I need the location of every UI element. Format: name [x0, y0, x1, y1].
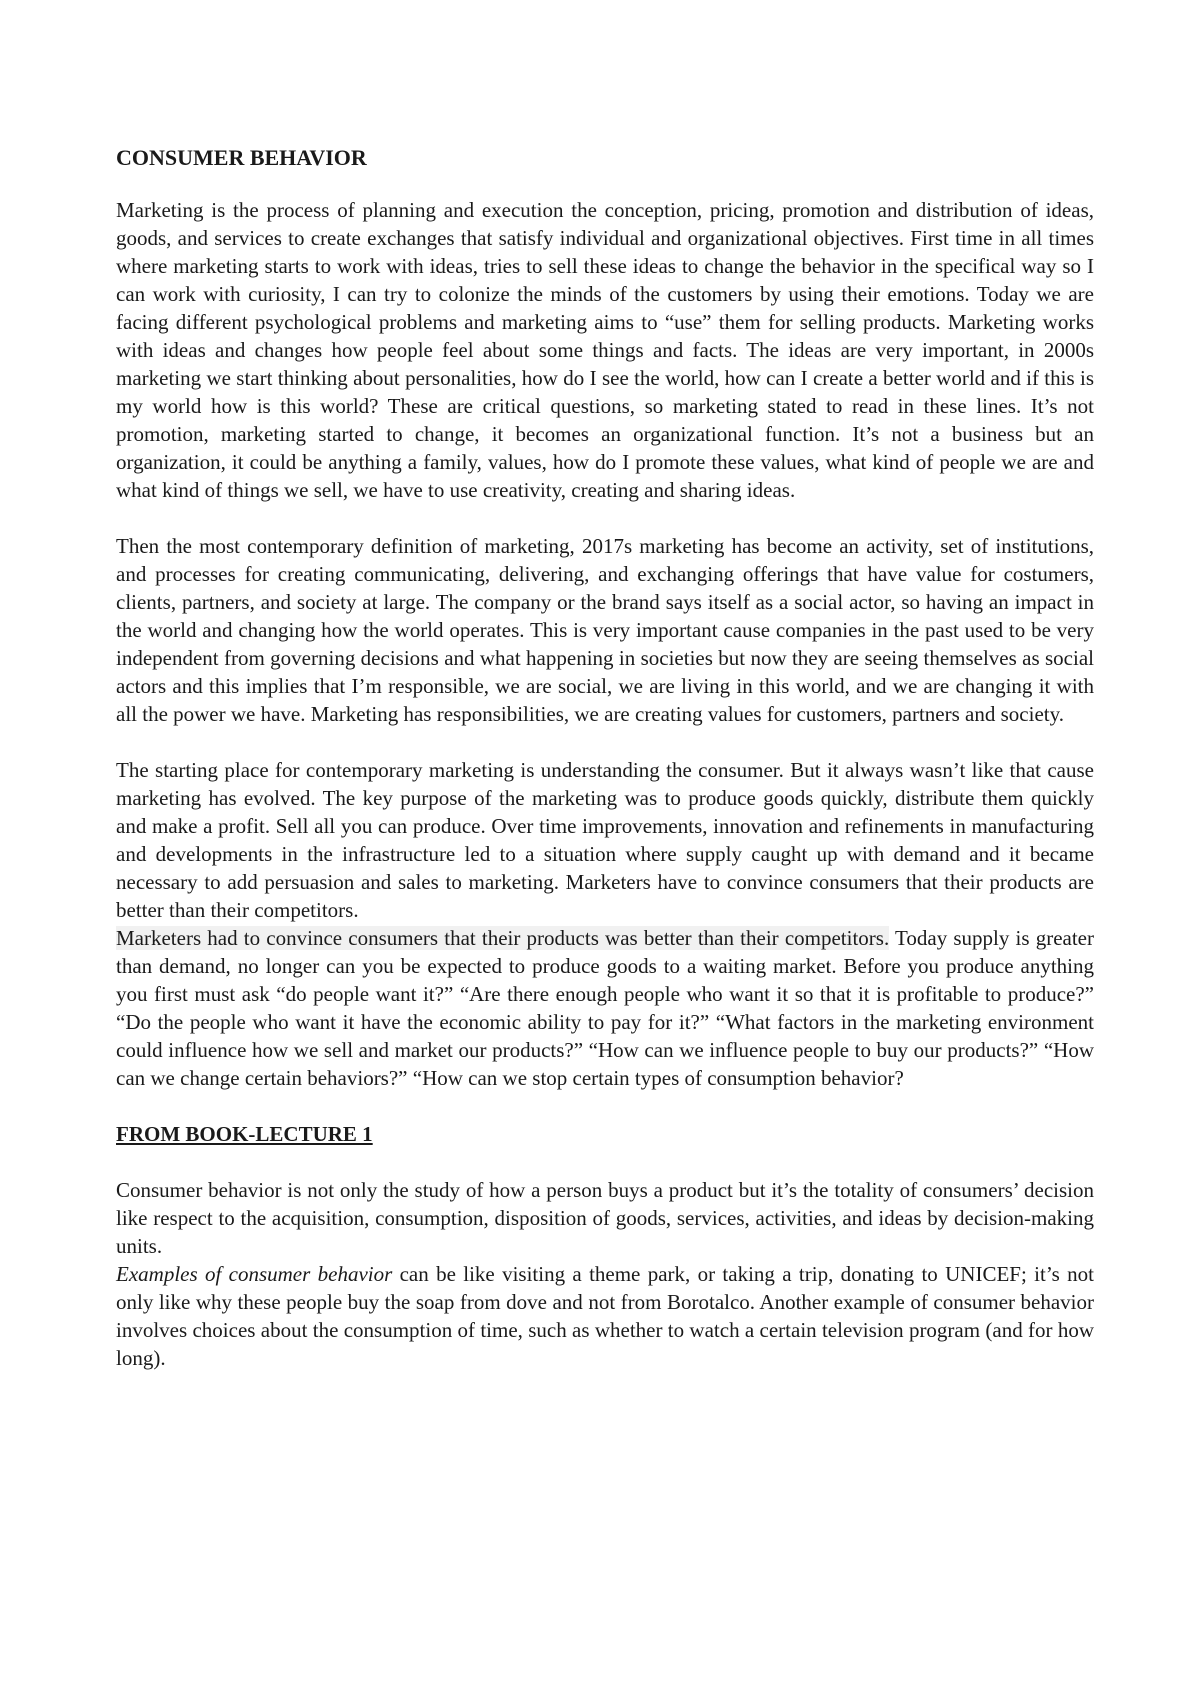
paragraph-consumer-behavior-definition: Consumer behavior is not only the study of how a person buys a product but it’s the totality of consumers’ decision like respect to the acquisition, consumption, disposition of goods, services, activities, and ideas by decision-making units. — [116, 1178, 1094, 1258]
paragraph-marketers-convince — [116, 924, 1094, 1092]
examples-emphasis: Examples of consumer behavior — [116, 1262, 393, 1286]
document-title: CONSUMER BEHAVIOR — [116, 145, 367, 170]
highlighted-sentence: Marketers had to convince consumers that their products was better than their competitors. — [116, 926, 890, 950]
paragraph-understanding-consumer: The starting place for contemporary marketing is understanding the consumer. But it always wasn’t like that cause marketing has evolved. The key purpose of the marketing was to produce goods quickly, distribute them quickly and make a profit. Sell all you can produce. Over time improvements, innovation and refinements in manufacturing and developments in the infrastructure led to a situation where supply caught up with demand and it became necessary to add persuasion and sales to marketing. Marketers have to convince consumers that their products are better than their competitors. — [116, 758, 1094, 922]
paragraph-contemporary-definition: Then the most contemporary definition of marketing, 2017s marketing has become an activity, set of institutions, and processes for creating communicating, delivering, and exchanging offerings that have value for costumers, clients, partners, and society at large. The company or the brand says itself as a social actor, so having an impact in the world and changing how the world operates. This is very important cause companies in the past used to be very independent from governing decisions and what happening in societies but now they are seeing themselves as social actors and this implies that I’m responsible, we are social, we are living in this world, and we are changing it with all the power we have. Marketing has responsibilities, we are creating values for customers, partners and society. — [116, 534, 1094, 726]
paragraph-examples — [116, 1260, 1094, 1372]
section-heading: FROM BOOK-LECTURE 1 — [116, 1122, 373, 1146]
examples-text: can be like visiting a theme park, or taking a trip, donating to UNICEF; it’s not only like why these people buy the soap from dove and not from Borotalco. Another example of consumer behavior involves choices about the consumption of time, such as whether to watch a certain television program (and for how long). — [116, 1262, 1094, 1370]
paragraph-continuation: Today supply is greater than demand, no longer can you be expected to produce goods to a waiting market. Before you produce anything you first must ask “do people want it?” “Are there enough people who want it so that it is profitable to produce?” “Do the people who want it have the economic ability to pay for it?” “What factors in the marketing environment could influence how we sell and market our products?” “How can we influence people to buy our products?” “How can we change certain behaviors?” “How can we stop certain types of consumption behavior? — [116, 926, 1094, 1090]
paragraph-marketing-definition: Marketing is the process of planning and execution the conception, pricing, promotion and distribution of ideas, goods, and services to create exchanges that satisfy individual and organizational objectives. First time in all times where marketing starts to work with ideas, tries to sell these ideas to change the behavior in the specifical way so I can work with curiosity, I can try to colonize the minds of the customers by using their emotions. Today we are facing different psychological problems and marketing aims to “use” them for selling products. Marketing works with ideas and changes how people feel about some things and facts. The ideas are very important, in 2000s marketing we start thinking about personalities, how do I see the world, how can I create a better world and if this is my world how is this world? These are critical questions, so marketing stated to read in these lines. It’s not promotion, marketing started to change, it becomes an organizational function. It’s not a business but an organization, it could be anything a family, values, how do I promote these values, what kind of people we are and what kind of things we sell, we have to use creativity, creating and sharing ideas. — [116, 198, 1094, 502]
document-page — [116, 0, 1094, 1372]
